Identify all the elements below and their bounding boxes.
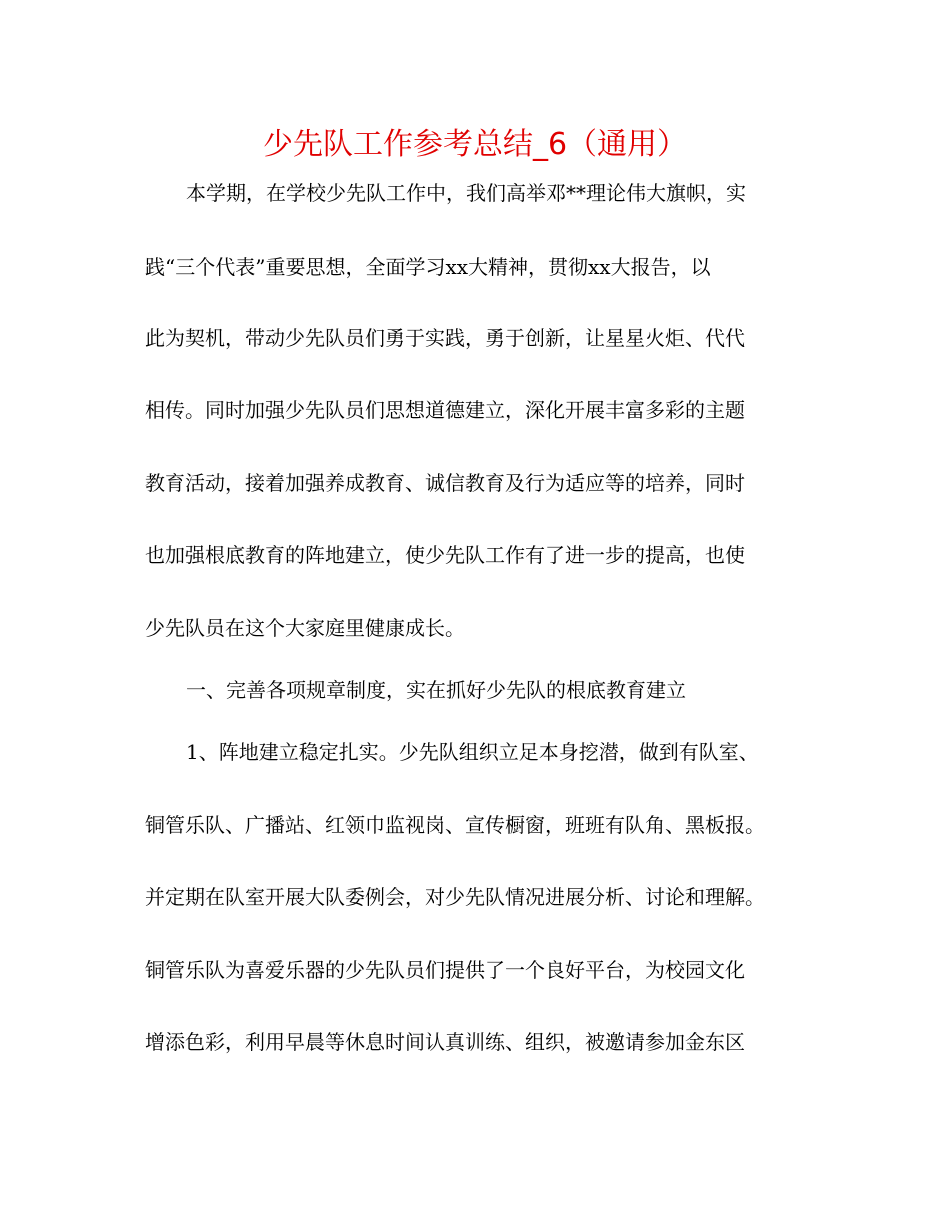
paragraph-line: 铜管乐队、广播站、红领巾监视岗、宣传橱窗，班班有队角、黑板报。 — [145, 813, 765, 837]
paragraph-line: 铜管乐队为喜爱乐器的少先队员们提供了一个良好平台，为校园文化 — [145, 958, 745, 982]
paragraph-line: 增添色彩，利用早晨等休息时间认真训练、组织，被邀请参加金东区 — [145, 1030, 745, 1054]
paragraph-line: 本学期，在学校少先队工作中，我们高举邓**理论伟大旗帜，实 — [186, 181, 746, 205]
document-title: 少先队工作参考总结_6（通用） — [262, 127, 688, 162]
paragraph-line: 教育活动，接着加强养成教育、诚信教育及行为适应等的培养，同时 — [145, 471, 745, 495]
paragraph-line: 并定期在队室开展大队委例会，对少先队情况进展分析、讨论和理解。 — [145, 885, 765, 909]
paragraph-line: 此为契机，带动少先队员们勇于实践，勇于创新，让星星火炬、代代 — [145, 326, 745, 350]
paragraph-line: 少先队员在这个大家庭里健康成长。 — [145, 616, 465, 640]
section-heading: 一、完善各项规章制度，实在抓好少先队的根底教育建立 — [186, 678, 686, 702]
paragraph-line: 1、阵地建立稳定扎实。少先队组织立足本身挖潜，做到有队室、 — [186, 740, 759, 764]
paragraph-line: 践“三个代表”重要思想，全面学习xx大精神，贯彻xx大报告，以 — [145, 255, 711, 279]
paragraph-line: 也加强根底教育的阵地建立，使少先队工作有了进一步的提高，也使 — [145, 543, 745, 567]
paragraph-line: 相传。同时加强少先队员们思想道德建立，深化开展丰富多彩的主题 — [145, 398, 745, 422]
